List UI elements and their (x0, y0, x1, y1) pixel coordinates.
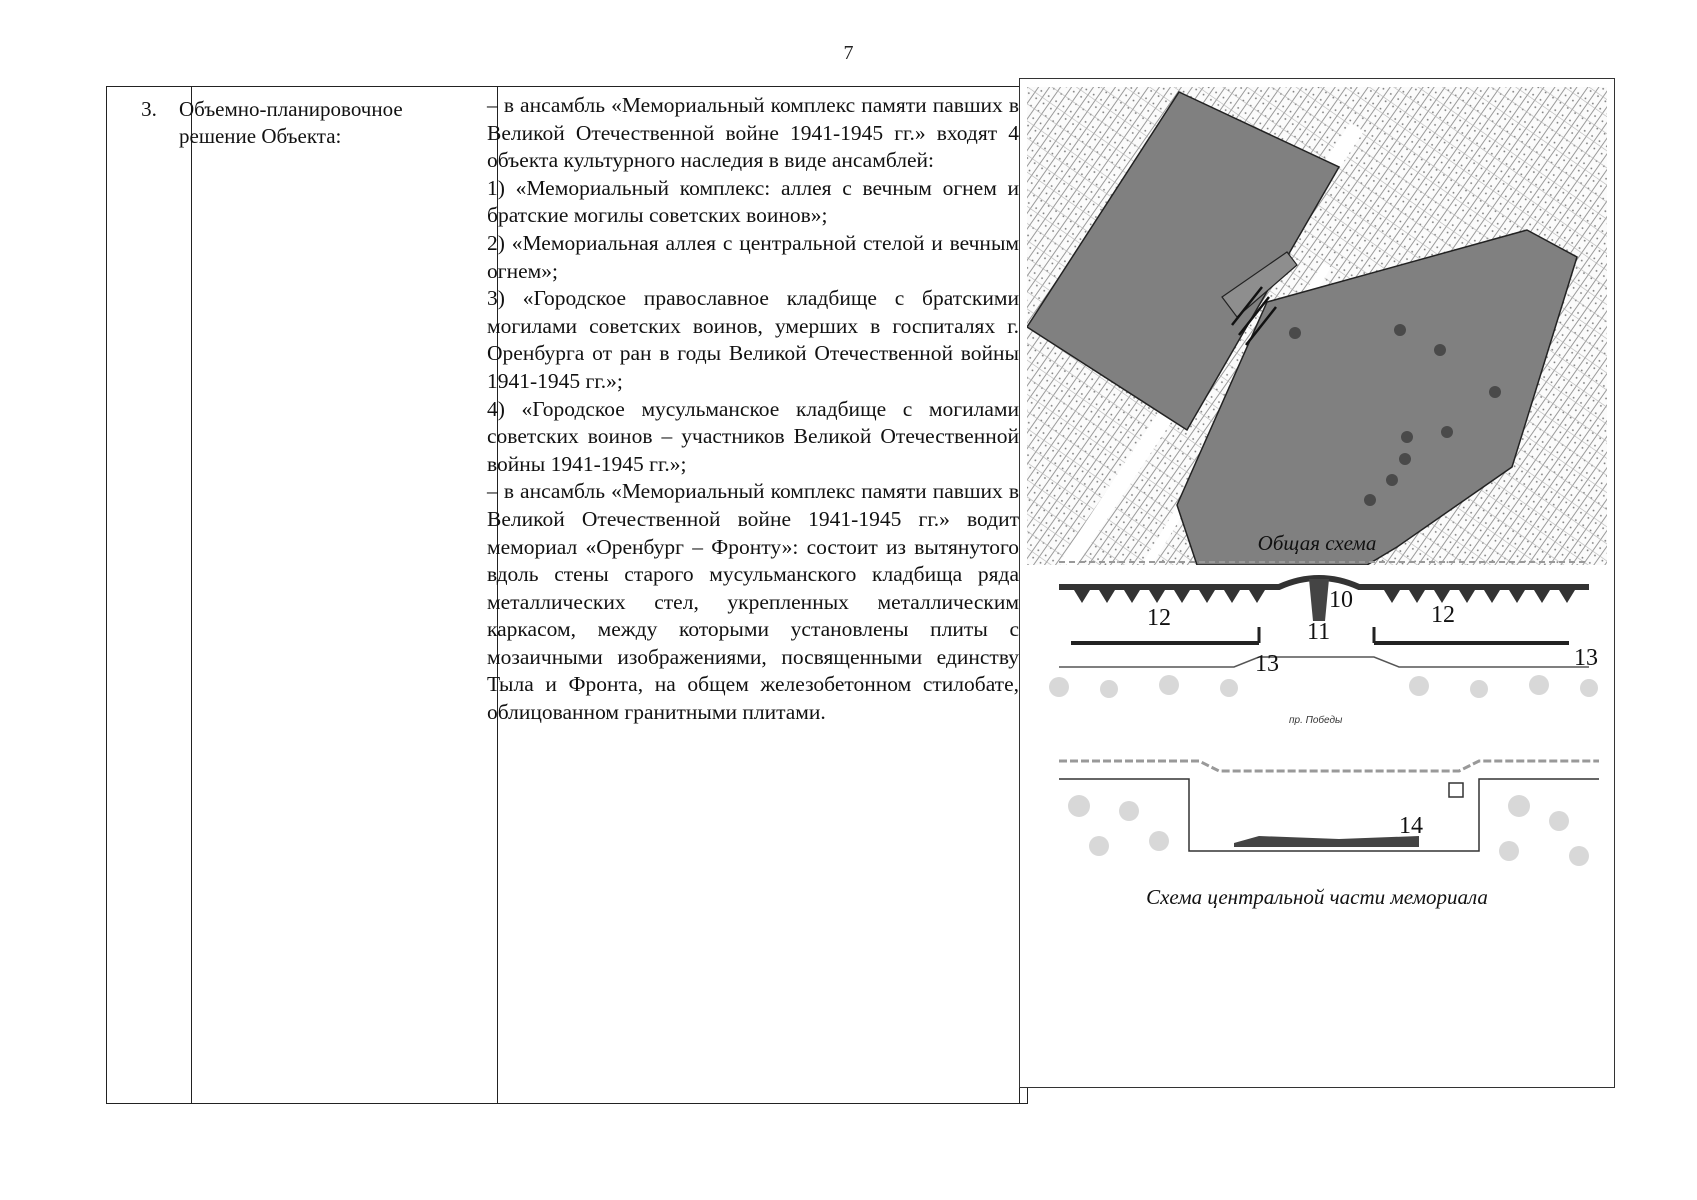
description-paragraph: 1) «Мемориальный комплекс: аллея с вечным огнем и братские могилы советских воинов»; (487, 175, 1019, 228)
central-scheme-top (1019, 557, 1615, 737)
label-11: 11 (1307, 619, 1331, 645)
plaza-outline (1059, 657, 1589, 667)
column-divider (191, 87, 192, 1103)
label-12-left: 12 (1147, 605, 1171, 631)
row-description (487, 92, 1019, 727)
row-number: 3. (141, 97, 157, 121)
figure-panel (1019, 78, 1615, 1088)
monument-14 (1234, 836, 1419, 847)
tree-row (1068, 795, 1589, 866)
row-title: Объемно-планировочное решение Объекта: (179, 97, 403, 148)
central-caption: Схема центральной части мемориала (1146, 885, 1488, 909)
label-14: 14 (1399, 813, 1423, 839)
description-paragraph: 4) «Городское мусульманское кладбище с могилами советских воинов – участников Великой Отечественной войны 1941-1945 гг.»; (487, 396, 1019, 476)
description-paragraph: 2) «Мемориальная аллея с центральной стелой и вечным огнем»; (487, 230, 1019, 283)
street-label: пр. Победы (1289, 715, 1343, 726)
description-paragraph: – в ансамбль «Мемориальный комплекс памяти павших в Великой Отечественной войне 1941-1945 гг.» входят 4 объекта культурного наследия в виде ансамблей: (487, 93, 1019, 173)
content-table (106, 86, 1028, 1104)
description-paragraph: – в ансамбль «Мемориальный комплекс памяти павших в Великой Отечественной войне 1941-1945 гг.» водит мемориал «Оренбург – Фронту»: состоит из вытянутого вдоль стены старого мусульманского кладбища ряда металлических стел, укрепленных металлическим каркасом, между которыми установлены плиты с мозаичными изображениями, посвященными единству Тыла и Фронта, на общем железобетонном стилобате, облицованном гранитными плитами. (487, 479, 1019, 725)
label-10: 10 (1329, 587, 1353, 613)
road-edge (1059, 761, 1599, 771)
label-12-right: 12 (1431, 602, 1455, 628)
label-13-left: 13 (1255, 651, 1279, 677)
central-stele (1309, 579, 1329, 621)
kiosk (1449, 783, 1463, 797)
general-caption: Общая схема (1257, 531, 1377, 555)
general-map (1027, 87, 1607, 565)
central-scheme-bottom (1019, 751, 1615, 891)
tree-row (1049, 675, 1598, 698)
page-number: 7 (843, 42, 854, 64)
label-13-right: 13 (1574, 645, 1598, 671)
description-paragraph: 3) «Городское православное кладбище с братскими могилами советских воинов, умерших в госпиталях г. Оренбурга от ран в годы Великой Отечественной войны 1941-1945 гг.»; (487, 286, 1019, 393)
